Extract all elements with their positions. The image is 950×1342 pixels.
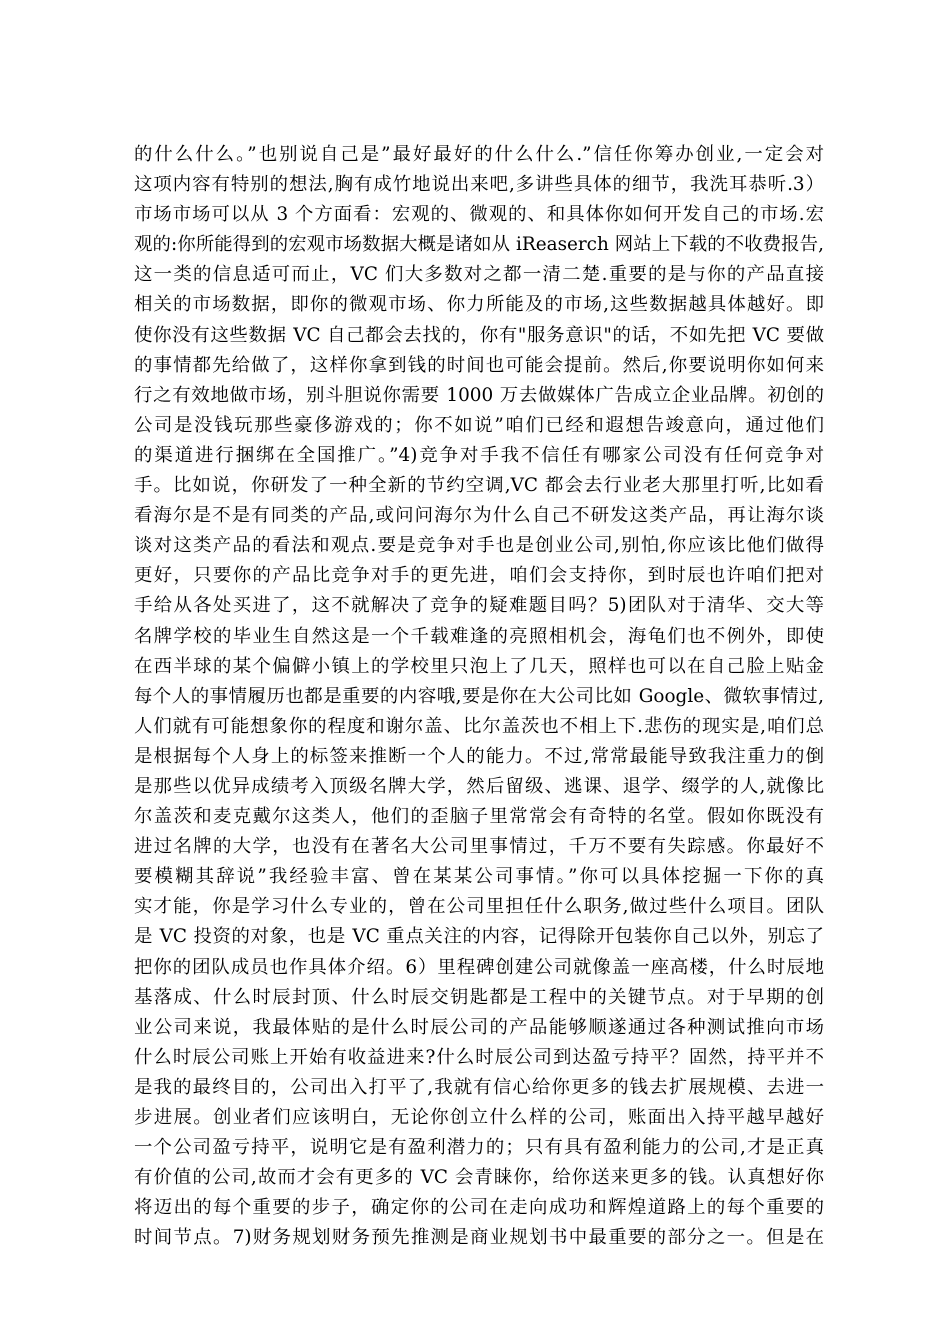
text-line: 公司是没钱玩那些豪侈游戏的；你不如说”咱们已经和遐想告竣意向，通过他们 — [134, 414, 824, 436]
text-line: 的什么什么。”也别说自己是”最好最好的什么什么.”信任你筹办创业,一定会对 — [134, 144, 824, 165]
text-line: 时间节点。7)财务规划财务预先推测是商业规划书中最重要的部分之一。但是在 — [134, 1227, 824, 1249]
text-line: 步进展。创业者们应该明白，无论你创立什么样的公司，账面出入持平越早越好 — [134, 1107, 824, 1128]
text-line: 进过名牌的大学，也没有在著名大公司里事情过，千万不要有失踪感。你最好不 — [134, 836, 824, 858]
text-line: 实才能，你是学习什么专业的，曾在公司里担任什么职务,做过些什么项目。团队 — [134, 896, 824, 918]
text-line: 是 VC 投资的对象，也是 VC 重点关注的内容，记得除开包装你自己以外，别忘了 — [134, 926, 824, 948]
text-line: 的渠道进行捆绑在全国推广。”4)竞争对手我不信任有哪家公司没有任何竞争对 — [134, 444, 824, 466]
text-line: 将迈出的每个重要的步子，确定你的公司在走向成功和辉煌道路上的每个重要的 — [134, 1197, 824, 1219]
text-line: 市场市场可以从 3 个方面看：宏观的、微观的、和具体你如何开发自己的市场.宏 — [134, 204, 824, 226]
text-line: 是根据每个人身上的标签来推断一个人的能力。不过,常常最能导致我注重力的倒 — [134, 745, 824, 767]
text-line: 一个公司盈亏持平，说明它是有盈利潜力的；只有具有盈利能力的公司,才是正真 — [134, 1137, 824, 1159]
text-line: 观的:你所能得到的宏观市场数据大概是诸如从 iReaserch 网站上下载的不收费报告, — [134, 234, 824, 256]
body-text — [134, 140, 824, 1253]
text-line: 要模糊其辞说”我经验丰富、曾在某某公司事情。”你可以具体挖掘一下你的真 — [134, 866, 824, 888]
text-line: 每个人的事情履历也都是重要的内容哦,要是你在大公司比如 Google、微软事情过, — [134, 685, 824, 707]
text-line: 名牌学校的毕业生自然这是一个千载难逢的亮照相机会，海龟们也不例外，即使 — [134, 625, 824, 647]
text-line: 这项内容有特别的想法,胸有成竹地说出来吧,多讲些具体的细节，我洗耳恭听.3） — [134, 174, 824, 196]
text-line: 这一类的信息适可而止，VC 们大多数对之都一清二楚.重要的是与你的产品直接 — [134, 264, 824, 286]
text-line: 有价值的公司,故而才会有更多的 VC 会青睐你，给你送来更多的钱。认真想好你 — [134, 1167, 824, 1189]
text-line: 是那些以优异成绩考入顶级名牌大学，然后留级、逃课、退学、缀学的人,就像比 — [134, 775, 824, 797]
text-line: 更好，只要你的产品比竞争对手的更先进，咱们会支持你，到时辰也许咱们把对 — [134, 565, 824, 587]
text-line: 相关的市场数据，即你的微观市场、你力所能及的市场,这些数据越具体越好。即 — [134, 294, 824, 316]
text-line: 手。比如说，你研发了一种全新的节约空调,VC 都会去行业老大那里打听,比如看 — [134, 475, 824, 497]
text-line: 谈对这类产品的看法和观点.要是竞争对手也是创业公司,别怕,你应该比他们做得 — [134, 535, 824, 557]
text-line: 是我的最终目的，公司出入打平了,我就有信心给你更多的钱去扩展规模、去进一 — [134, 1076, 824, 1098]
text-line: 行之有效地做市场，别斗胆说你需要 1000 万去做媒体广告成立企业品牌。初创的 — [134, 384, 824, 406]
text-line: 使你没有这些数据 VC 自己都会去找的，你有"服务意识"的话，不如先把 VC 要做 — [134, 324, 824, 346]
text-line: 什么时辰公司账上开始有收益进来?什么时辰公司到达盈亏持平？固然，持平并不 — [134, 1046, 824, 1068]
text-line: 基落成、什么时辰封顶、什么时辰交钥匙都是工程中的关键节点。对于早期的创 — [134, 986, 824, 1008]
text-line: 手给从各处买进了，这不就解决了竞争的疑难题目吗？5)团队对于清华、交大等 — [134, 595, 824, 617]
text-line: 业公司来说，我最体贴的是什么时辰公司的产品能够顺遂通过各种测试推向市场 — [134, 1016, 824, 1038]
text-line: 看海尔是不是有同类的产品,或问问海尔为什么自己不研发这类产品，再让海尔谈 — [134, 505, 824, 527]
text-line: 尔盖茨和麦克戴尔这类人，他们的歪脑子里常常会有奇特的名堂。假如你既没有 — [134, 806, 824, 828]
text-line: 把你的团队成员也作具体介绍。6）里程碑创建公司就像盖一座高楼，什么时辰地 — [134, 956, 824, 978]
text-line: 人们就有可能想象你的程度和谢尔盖、比尔盖茨也不相上下.悲伤的现实是,咱们总 — [134, 715, 824, 737]
text-line: 的事情都先给做了，这样你拿到钱的时间也可能会提前。然后,你要说明你如何来 — [134, 354, 824, 376]
text-line: 在西半球的某个偏僻小镇上的学校里只泡上了几天，照样也可以在自己脸上贴金 — [134, 655, 824, 677]
